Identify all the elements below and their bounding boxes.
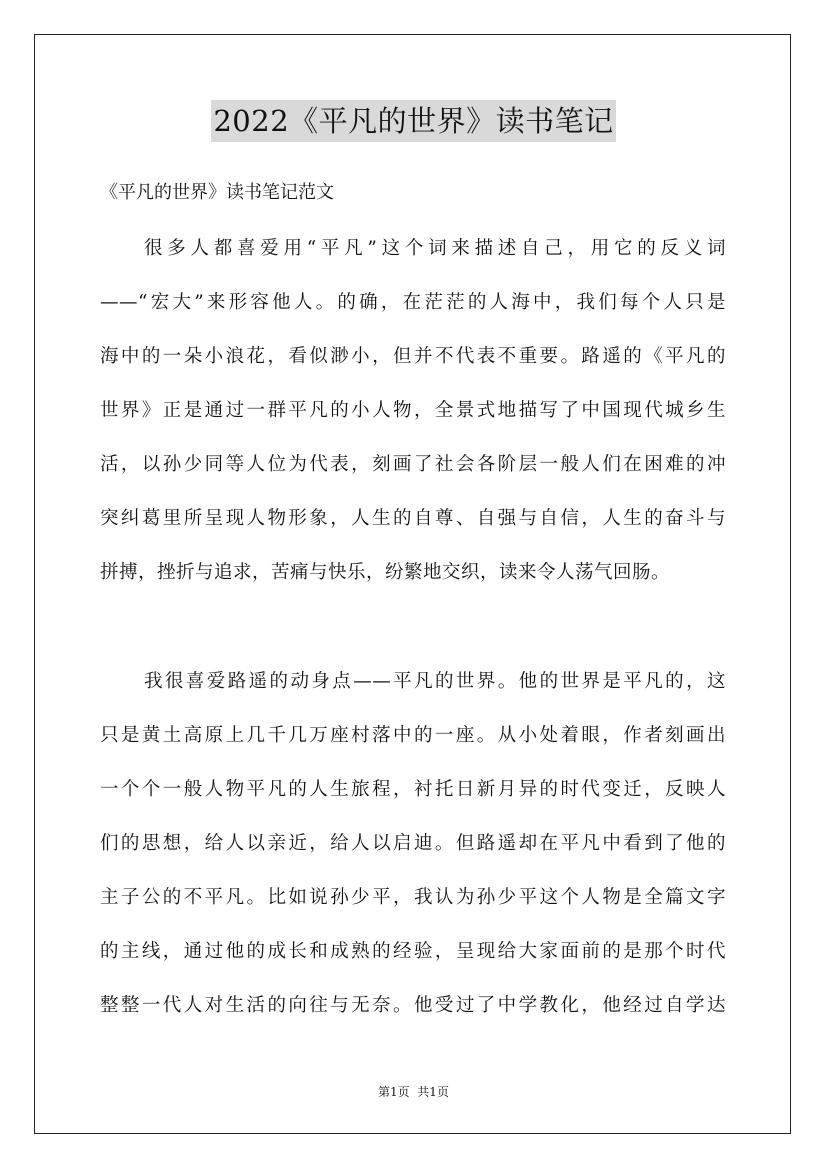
paragraph-line: 拼搏，挫折与追求，苦痛与快乐，纷繁地交织，读来令人荡气回肠。 [100, 562, 671, 583]
paragraph-line: 世界》正是通过一群平凡的小人物，全景式地描写了中国现代城乡生 [100, 400, 726, 421]
paragraph-line: 我很喜爱路遥的动身点——平凡的世界。他的世界是平凡的，这 [144, 671, 726, 692]
document-title: 2022《平凡的世界》读书笔记 [211, 100, 615, 142]
paragraph-line: 们的思想，给人以亲近，给人以启迪。但路遥却在平凡中看到了他的 [100, 833, 726, 854]
document-subtitle: 《平凡的世界》读书笔记范文 [100, 182, 334, 203]
title-container [0, 100, 827, 142]
paragraph-line: 一个个一般人物平凡的人生旅程，衬托日新月异的时代变迁，反映人 [100, 779, 726, 800]
paragraph-line: 突纠葛里所呈现人物形象，人生的自尊、自强与自信，人生的奋斗与 [100, 508, 726, 529]
paragraph-line: 主子公的不平凡。比如说孙少平，我认为孙少平这个人物是全篇文字 [100, 887, 726, 908]
paragraph-line: 的主线，通过他的成长和成熟的经验，呈现给大家面前的是那个时代 [100, 941, 726, 962]
paragraph-line: 整整一代人对生活的向往与无奈。他受过了中学教化，他经过自学达 [100, 995, 726, 1016]
paragraph-2 [100, 655, 726, 1033]
paragraph-1 [100, 222, 726, 600]
paragraph-line: 只是黄土高原上几千几万座村落中的一座。从小处着眼，作者刻画出 [100, 725, 726, 746]
paragraph-line: 海中的一朵小浪花，看似渺小，但并不代表不重要。路遥的《平凡的 [100, 346, 726, 367]
paragraph-line: 很多人都喜爱用“平凡”这个词来描述自己，用它的反义词 [144, 238, 726, 259]
paragraph-line: ——“宏大”来形容他人。的确，在茫茫的人海中，我们每个人只是 [100, 292, 726, 313]
page-footer: 第1页 共1页 [378, 1085, 449, 1099]
paragraph-line: 活，以孙少同等人位为代表，刻画了社会各阶层一般人们在困难的冲 [100, 454, 726, 475]
